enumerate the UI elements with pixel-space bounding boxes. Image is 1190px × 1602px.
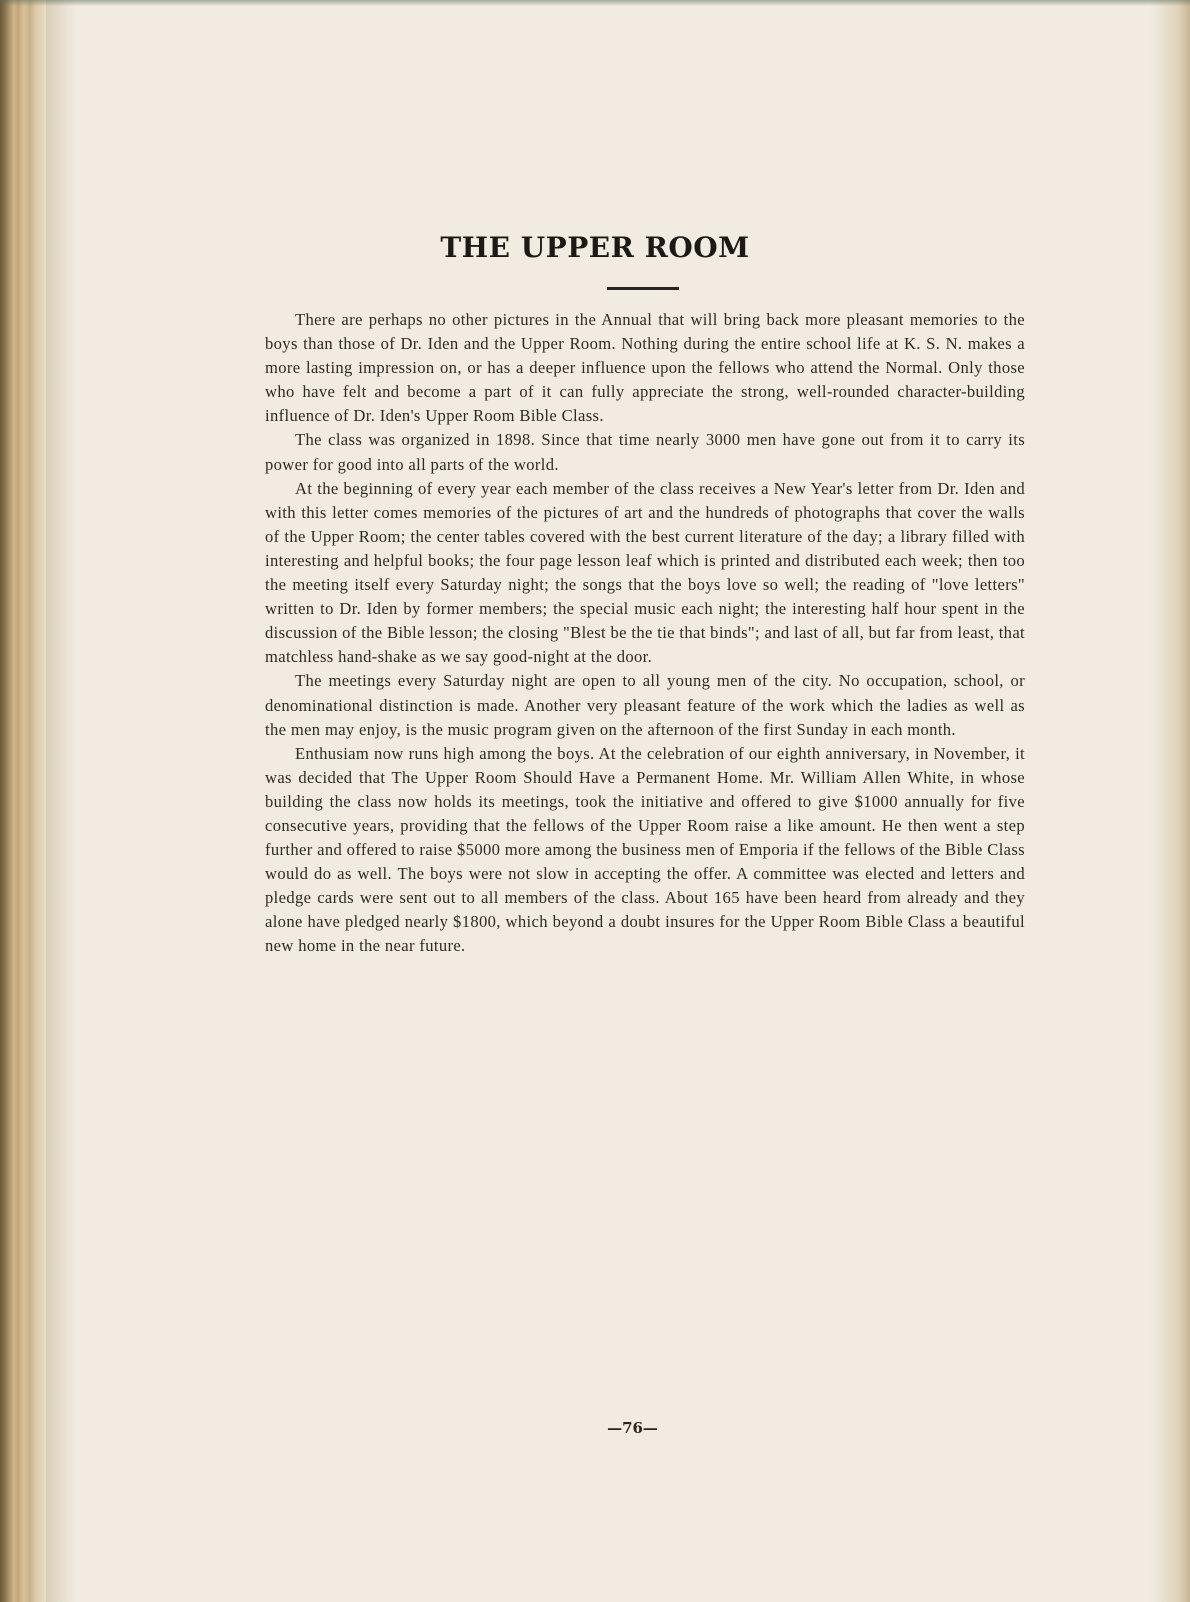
paragraph: There are perhaps no other pictures in the Annual that will bring back more pleasant memories to the boys than those of Dr. Iden and the Upper Room. Nothing during the entire school life at K. S. N. makes a more lasting impression on, or has a deeper influence upon the fellows who attend the Normal. Only those who have felt and become a part of it can fully appreciate the strong, well-rounded character-building influence of Dr. Iden's Upper Room Bible Class. <box>265 310 1025 426</box>
paragraph: At the beginning of every year each member of the class receives a New Year's letter from Dr. Iden and with this letter comes memories of the pictures of art and the hundreds of photographs that cover the walls of the Upper Room; the center tables covered with the best current literature of the day; a library filled with interesting and helpful books; the four page lesson leaf which is printed and distributed each week; then too the meeting itself every Saturday night; the songs that the boys love so well; the reading of "love letters" written to Dr. Iden by former members; the special music each night; the interesting half hour spent in the discussion of the Bible lesson; the closing "Blest be the tie that binds"; and last of all, but far from least, that matchless hand-shake as we say good-night at the door. <box>265 478 1025 667</box>
title-divider <box>607 287 679 290</box>
paragraph: Enthusiam now runs high among the boys. At the celebration of our eighth anniversary, in November, it was decided that The Upper Room Should Have a Permanent Home. Mr. William Allen White, in whose building the class now holds its meetings, took the initiative and offered to give $1000 annually for five consecutive years, providing that the fellows of the Upper Room raise a like amount. He then went a step further and offered to raise $5000 more among the business men of Emporia if the fellows of the Bible Class would do as well. The boys were not slow in accepting the offer. A committee was elected and letters and pledge cards were sent out to all members of the class. About 165 have been heard from already and they alone have pledged nearly $1800, which beyond a doubt insures for the Upper Room Bible Class a beautiful new home in the near future. <box>265 743 1025 956</box>
page-top-edge <box>0 0 1190 6</box>
paragraph: The meetings every Saturday night are open to all young men of the city. No occupation, school, or denominational distinction is made. Another very pleasant feature of the work which the ladies as well as the men may enjoy, is the music program given on the afternoon of the first Sunday in each month. <box>265 671 1025 739</box>
page-title: THE UPPER ROOM <box>440 231 750 264</box>
paragraph: The class was organized in 1898. Since that time nearly 3000 men have gone out from it to carry its power for good into all parts of the world. <box>265 430 1025 474</box>
page-number: —76— <box>607 1419 658 1437</box>
article-body <box>265 308 1025 959</box>
